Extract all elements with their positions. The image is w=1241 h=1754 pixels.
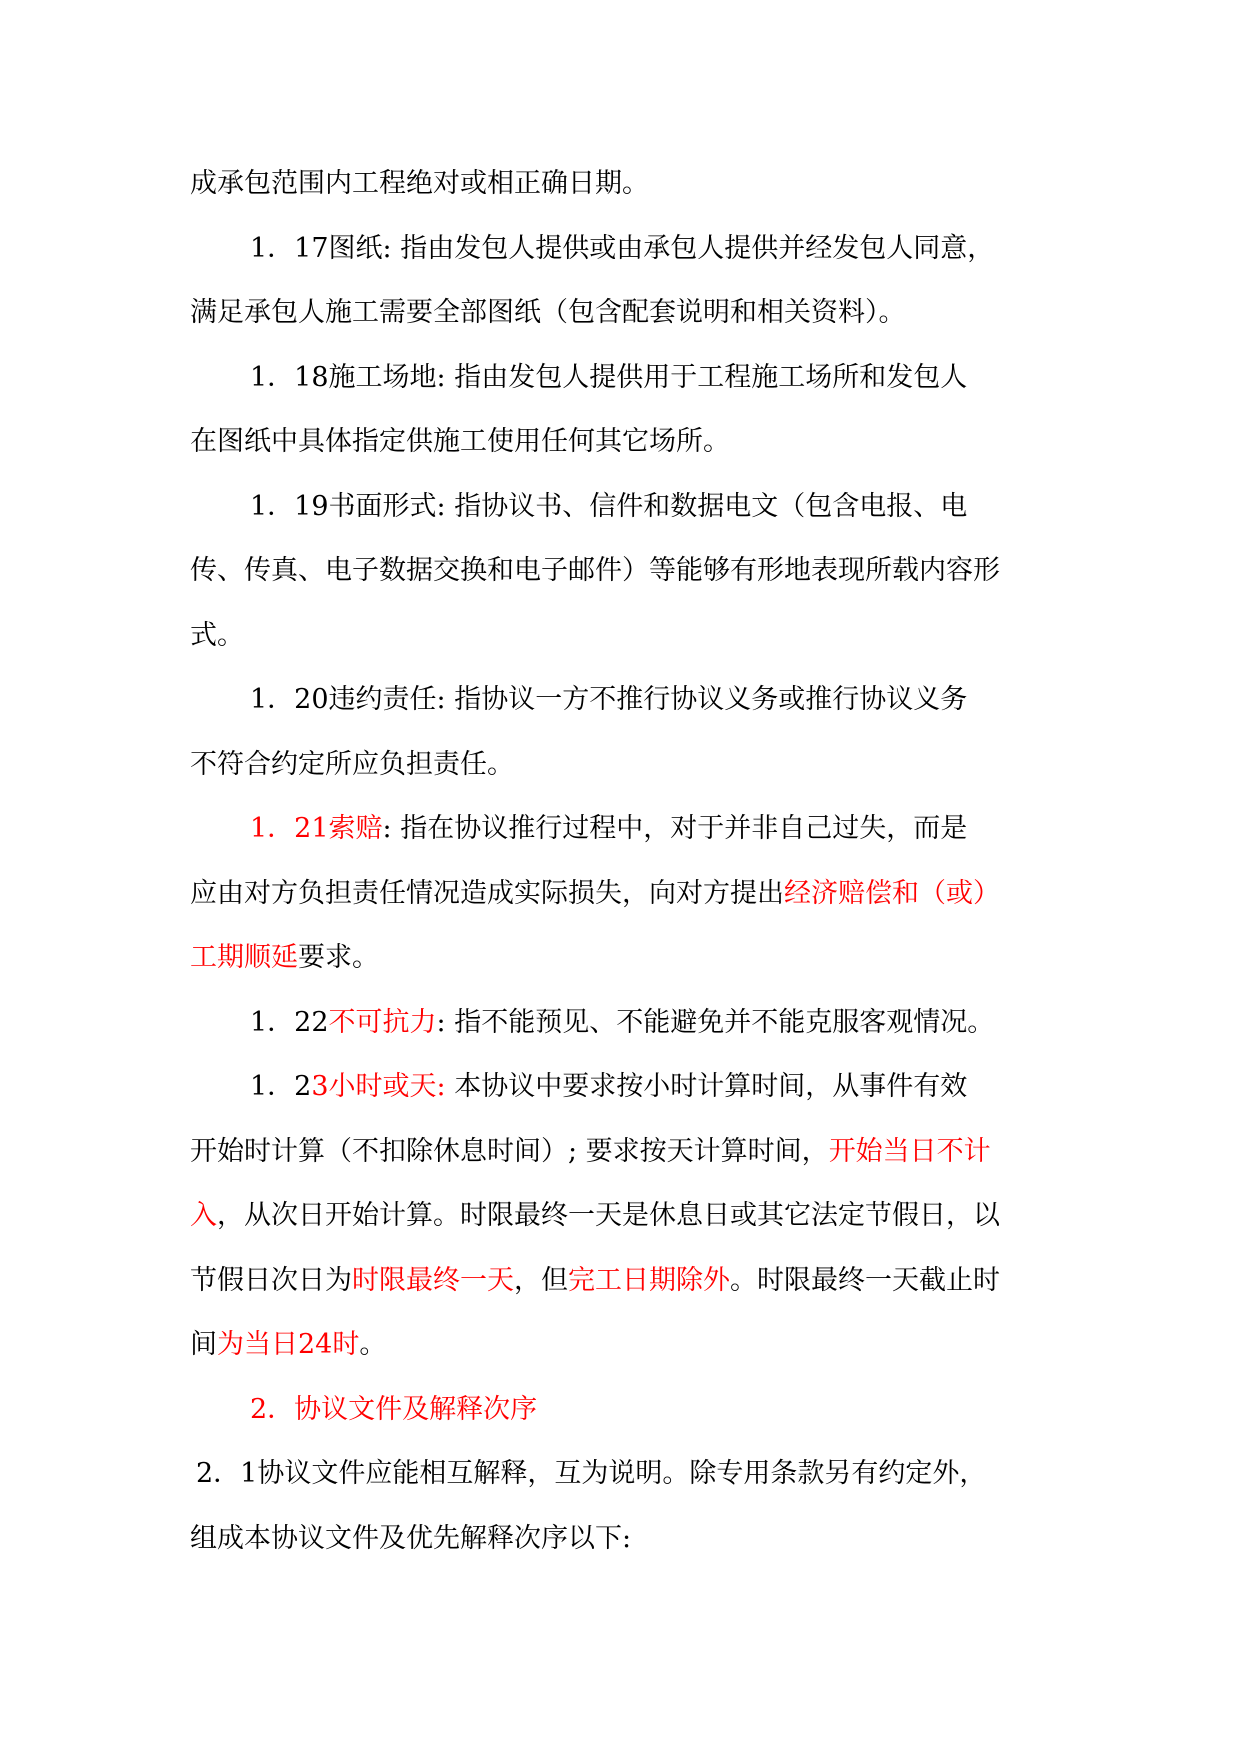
text-run: 间 — [190, 1329, 217, 1360]
text-run: 1．20违约责任: 指协议一方不推行协议义务或推行协议义务 — [250, 684, 968, 715]
text-line — [190, 152, 1050, 217]
highlighted-term: 时限最终一天 — [352, 1264, 514, 1296]
text-run: 要求。 — [298, 942, 379, 973]
highlighted-term: 3小时或天: — [311, 1071, 455, 1102]
clause-1-19 — [190, 475, 1050, 540]
highlighted-term: 1．21索赔 — [250, 813, 383, 844]
text-run: : 指不能预见、不能避免并不能克服客观情况。 — [436, 1006, 995, 1038]
text-line — [190, 1313, 1050, 1378]
highlighted-term: 入 — [190, 1200, 217, 1231]
clause-1-21 — [190, 797, 1050, 862]
text-line — [190, 1507, 1050, 1572]
text-run: 。 — [359, 1329, 387, 1360]
text-line — [190, 1184, 1050, 1249]
text-line — [190, 1120, 1050, 1185]
text-line — [190, 281, 1050, 346]
text-run: 应由对方负担责任情况造成实际损失，向对方提出 — [190, 877, 784, 909]
text-line — [190, 733, 1050, 798]
highlighted-term: 开始当日不计 — [828, 1135, 991, 1167]
clause-1-20 — [190, 668, 1050, 733]
clause-1-23 — [190, 1055, 1050, 1120]
text-run: 传、传真、电子数据交换和电子邮件）等能够有形地表现所载内容形 — [190, 555, 1000, 586]
text-line — [190, 539, 1050, 604]
text-run: 1．17图纸: 指由发包人提供或由承包人提供并经发包人同意， — [250, 232, 995, 264]
text-run: 1．19书面形式: 指协议书、信件和数据电文（包含电报、电 — [250, 490, 968, 522]
text-run: 1．2 — [250, 1071, 312, 1102]
text-line — [190, 926, 1050, 991]
text-run: 在图纸中具体指定供施工使用任何其它场所。 — [190, 426, 730, 457]
text-run: ，从次日开始计算。时限最终一天是休息日或其它法定节假日，以 — [217, 1200, 1000, 1231]
text-run: 不符合约定所应负担责任。 — [190, 748, 514, 780]
text-run: ，但 — [514, 1264, 568, 1296]
text-run: 式。 — [190, 619, 244, 651]
text-run: 组成本协议文件及优先解释次序以下: — [190, 1522, 632, 1554]
text-run: : 指在协议推行过程中，对于并非自己过失，而是 — [382, 813, 968, 844]
text-run: 满足承包人施工需要全部图纸（包含配套说明和相关资料）。 — [190, 297, 906, 328]
text-run: 节假日次日为 — [190, 1264, 352, 1296]
highlighted-term: 完工日期除外 — [568, 1264, 730, 1296]
highlighted-term: 工期顺延 — [190, 942, 298, 973]
document-body — [190, 152, 1050, 1571]
clause-2-1 — [190, 1442, 1050, 1507]
clause-1-22 — [190, 991, 1050, 1056]
section-title: 2．协议文件及解释次序 — [250, 1393, 538, 1425]
text-line — [190, 410, 1050, 475]
highlighted-term: 不可抗力 — [328, 1006, 437, 1038]
text-line — [190, 1249, 1050, 1314]
clause-1-18 — [190, 346, 1050, 411]
text-run: 。时限最终一天截止时 — [730, 1264, 1000, 1296]
text-run: 本协议中要求按小时计算时间，从事件有效 — [454, 1071, 968, 1102]
text-run: 1．18施工场地: 指由发包人提供用于工程施工场所和发包人 — [250, 361, 968, 393]
text-run: 2．1协议文件应能相互解释，互为说明。除专用条款另有约定外， — [196, 1458, 987, 1489]
text-run: 1．22 — [250, 1006, 329, 1038]
text-run: 成承包范围内工程绝对或相正确日期。 — [190, 168, 649, 199]
highlighted-term: 为当日24时 — [217, 1329, 360, 1360]
text-run: 开始时计算（不扣除休息时间）; 要求按天计算时间， — [190, 1135, 829, 1167]
highlighted-term: 经济赔偿和（或） — [784, 877, 1000, 909]
section-heading-2 — [190, 1378, 1050, 1443]
text-line — [190, 604, 1050, 669]
text-line — [190, 862, 1050, 927]
clause-1-17 — [190, 217, 1050, 282]
